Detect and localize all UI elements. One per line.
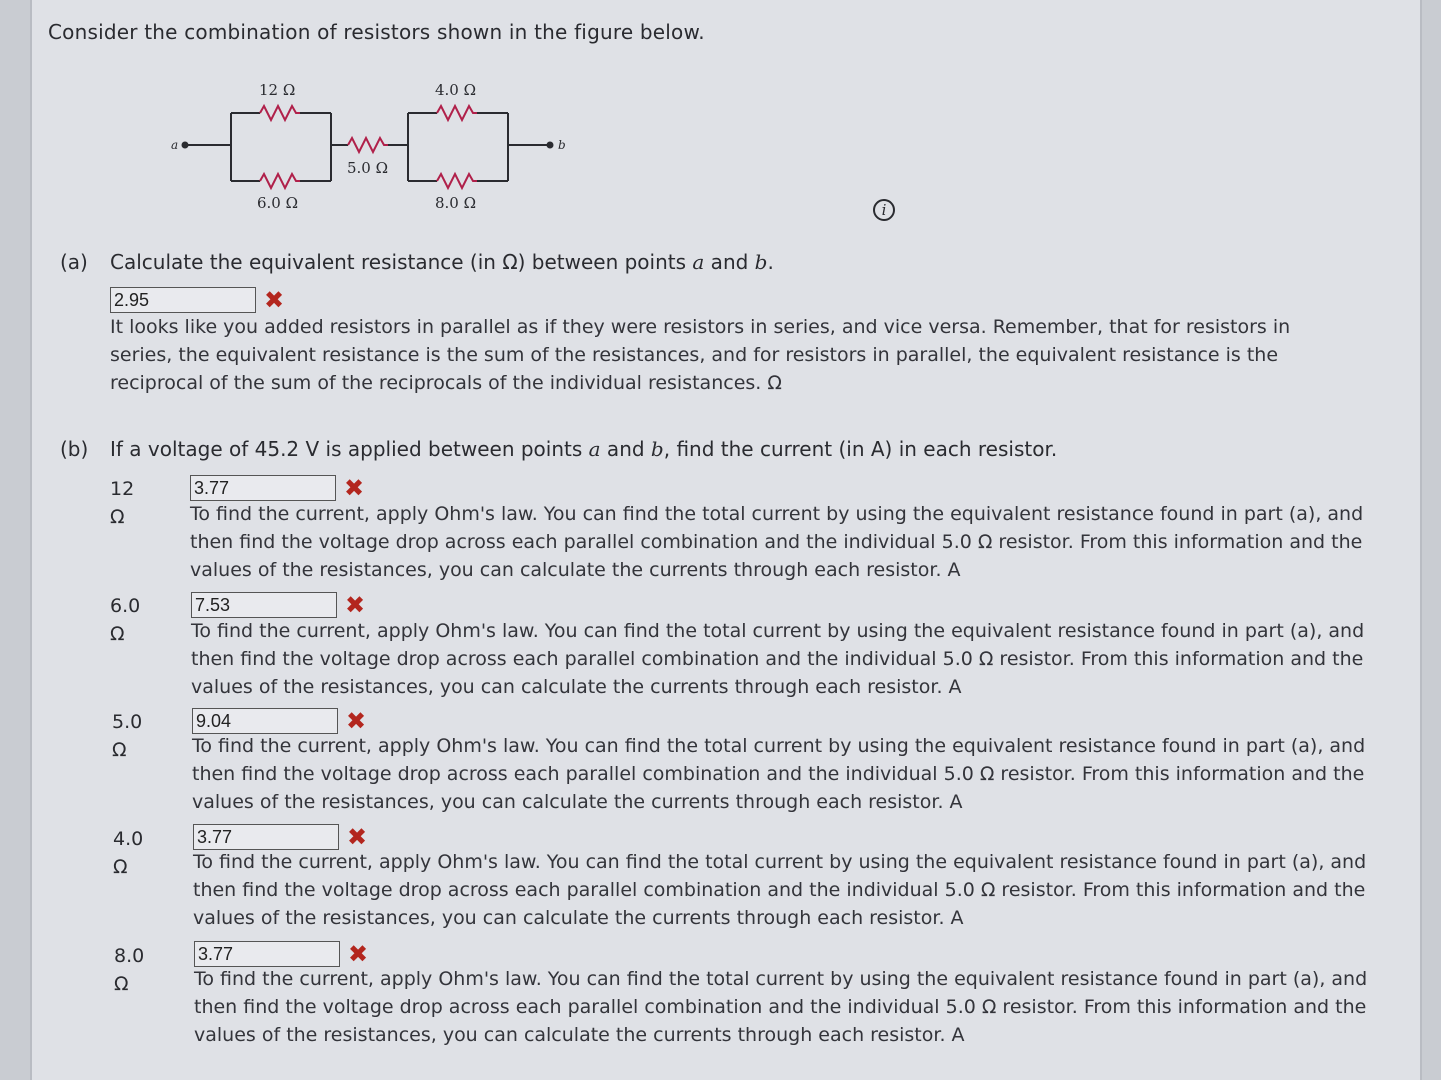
current-6-input[interactable]: 7.53 [191,592,337,618]
resistor-6 [260,174,300,188]
incorrect-icon: ✖ [346,707,367,735]
part-b-question: If a voltage of 45.2 V is applied between points a and b, find the current (in A) in each resistor. [110,437,1058,461]
current-12-input[interactable]: 3.77 [190,475,336,501]
part-a-answer-input[interactable]: 2.95 [110,287,256,313]
current-6-feedback: To find the current, apply Ohm's law. You can find the total current by using the equivalent resistance found in part (a), and then find the voltage drop across each parallel combination and the individual 5.0 Ω resistor. From this information and the values of the resistances, you can calculate the currents through each resistor. A [191,620,1365,698]
current-5-input[interactable]: 9.04 [192,708,338,734]
incorrect-icon: ✖ [344,474,365,502]
label-12-ohm: 12 Ω [259,81,296,99]
label-6-ohm: 6.0 Ω [257,194,299,212]
resistor-label-6: 6.0 Ω [110,595,141,645]
part-a-feedback: It looks like you added resistors in parallel as if they were resistors in series, and vice versa. Remember, that for resistors in series, the equivalent resistance is the sum of the resistances, and for resistors in parallel, the equivalent resistance is the reciprocal of the sum of the reciprocals of the individual resistances. Ω [110,316,1291,394]
resistor-label-5: 5.0 Ω [112,711,143,761]
current-answer-row [193,824,367,850]
current-answer-row [191,592,365,618]
resistor-12 [260,106,300,120]
resistor-4 [437,106,477,120]
current-answer-row [194,941,368,967]
part-b-label: (b) [60,437,89,461]
resistor-5 [348,138,388,152]
current-4-input[interactable]: 3.77 [193,824,339,850]
part-a-label: (a) [60,250,88,274]
intro-text: Consider the combination of resistors shown in the figure below. [48,20,705,44]
current-12-feedback: To find the current, apply Ohm's law. You can find the total current by using the equivalent resistance found in part (a), and then find the voltage drop across each parallel combination and the individual 5.0 Ω resistor. From this information and the values of the resistances, you can calculate the currents through each resistor. A [190,503,1364,581]
current-4-feedback: To find the current, apply Ohm's law. You can find the total current by using the equivalent resistance found in part (a), and then find the voltage drop across each parallel combination and the individual 5.0 Ω resistor. From this information and the values of the resistances, you can calculate the currents through each resistor. A [193,851,1367,929]
point-a-label: a [171,138,179,152]
current-5-feedback: To find the current, apply Ohm's law. You can find the total current by using the equivalent resistance found in part (a), and then find the voltage drop across each parallel combination and the individual 5.0 Ω resistor. From this information and the values of the resistances, you can calculate the currents through each resistor. A [192,735,1366,813]
current-answer-row [192,708,366,734]
circuit-diagram [165,75,585,220]
label-5-ohm: 5.0 Ω [347,159,389,177]
label-4-ohm: 4.0 Ω [435,81,477,99]
current-8-input[interactable]: 3.77 [194,941,340,967]
resistor-8 [437,174,477,188]
label-8-ohm: 8.0 Ω [435,194,477,212]
info-icon[interactable]: i [873,199,895,221]
point-b-label: b [558,138,566,152]
incorrect-icon: ✖ [264,286,285,314]
incorrect-icon: ✖ [348,940,369,968]
incorrect-icon: ✖ [345,591,366,619]
incorrect-icon: ✖ [347,823,368,851]
current-8-feedback: To find the current, apply Ohm's law. You can find the total current by using the equivalent resistance found in part (a), and then find the voltage drop across each parallel combination and the individual 5.0 Ω resistor. From this information and the values of the resistances, you can calculate the currents through each resistor. A [194,968,1368,1046]
resistor-label-12: 12 Ω [110,478,135,528]
resistor-label-8: 8.0 Ω [114,945,145,995]
part-a-question: Calculate the equivalent resistance (in Ω) between points a and b. [110,250,774,274]
current-answer-row [190,475,364,501]
resistor-label-4: 4.0 Ω [113,828,144,878]
part-a-answer-row [110,287,284,313]
